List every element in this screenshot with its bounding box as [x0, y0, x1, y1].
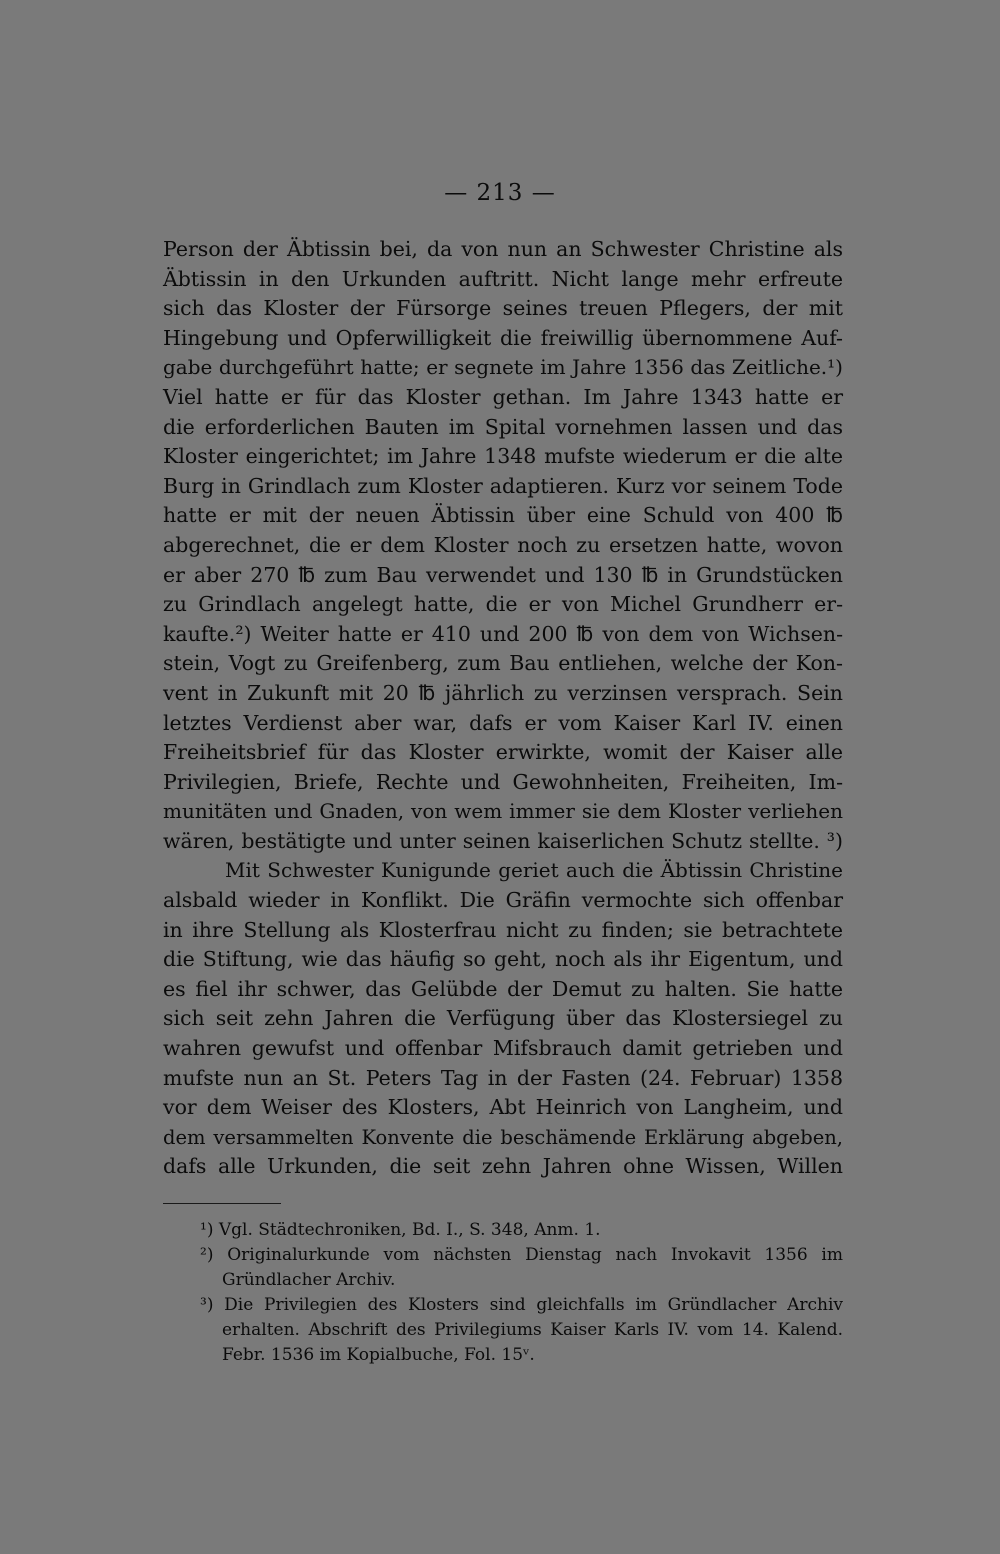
text-line: zu Grindlach angelegt hatte, die er von Michel Grundherr er- [163, 592, 843, 617]
footnotes [200, 1218, 843, 1368]
text-line: sich seit zehn Jahren die Verfügung über das Klostersiegel zu [163, 1006, 843, 1031]
text-line: er aber 270 ℔ zum Bau verwendet und 130 ℔ in Grundstücken [163, 562, 843, 587]
text-line: Viel hatte er für das Kloster gethan. Im Jahre 1343 hatte er [163, 384, 843, 409]
text-line: die erforderlichen Bauten im Spital vornehmen lassen und das [163, 414, 843, 439]
text-line: hatte er mit der neuen Äbtissin über eine Schuld von 400 ℔ [163, 503, 843, 528]
text-line: wären, bestätigte und unter seinen kaiserlichen Schutz stellte. ³) [163, 828, 843, 853]
body-text [163, 235, 843, 1182]
text-line: dafs alle Urkunden, die seit zehn Jahren ohne Wissen, Willen [163, 1154, 843, 1179]
footnote-1: ¹) Vgl. Städtechroniken, Bd. I., S. 348, Anm. 1. [200, 1220, 601, 1240]
text-line: in ihre Stellung als Klosterfrau nicht zu finden; sie betrachtete [163, 917, 843, 942]
text-line: wahren gewufst und offenbar Mifsbrauch damit getrieben und [163, 1036, 843, 1061]
footnote-2-continuation: Gründlacher Archiv. [222, 1270, 396, 1290]
text-line: Kloster eingerichtet; im Jahre 1348 mufste wiederum er die alte [163, 444, 843, 469]
text-line: munitäten und Gnaden, von wem immer sie dem Kloster verliehen [163, 799, 843, 824]
footnote-3: ³) Die Privilegien des Klosters sind gleichfalls im Gründlacher Archiv [200, 1295, 843, 1315]
footnote-3-continuation: erhalten. Abschrift des Privilegiums Kaiser Karls IV. vom 14. Kalend. [222, 1320, 843, 1340]
text-line: alsbald wieder in Konflikt. Die Gräfin vermochte sich offenbar [163, 888, 843, 913]
text-line: die Stiftung, wie das häufig so geht, noch als ihr Eigentum, und [163, 947, 843, 972]
text-line: Äbtissin in den Urkunden auftritt. Nicht lange mehr erfreute [163, 266, 843, 291]
text-line: Person der Äbtissin bei, da von nun an Schwester Christine als [163, 237, 843, 261]
text-line: sich das Kloster der Fürsorge seines treuen Pflegers, der mit [163, 296, 843, 321]
text-line: Privilegien, Briefe, Rechte und Gewohnheiten, Freiheiten, Im- [163, 769, 843, 794]
text-line: vent in Zukunft mit 20 ℔ jährlich zu verzinsen versprach. Sein [163, 680, 843, 705]
footnote-divider [163, 1203, 281, 1204]
text-line: letztes Verdienst aber war, dafs er vom Kaiser Karl IV. einen [163, 710, 843, 735]
text-line: dem versammelten Konvente die beschämende Erklärung abgeben, [163, 1125, 843, 1149]
footnote-3-continuation: Febr. 1536 im Kopialbuche, Fol. 15ᵛ. [222, 1345, 535, 1365]
paragraph-start-line: Mit Schwester Kunigunde geriet auch die Äbtissin Christine [225, 858, 843, 883]
text-line: kaufte.²) Weiter hatte er 410 und 200 ℔ von dem von Wichsen- [163, 621, 843, 646]
text-line: Freiheitsbrief für das Kloster erwirkte, womit der Kaiser alle [163, 740, 843, 765]
text-line: vor dem Weiser des Klosters, Abt Heinrich von Langheim, und [163, 1095, 843, 1120]
page-number: — 213 — [444, 180, 556, 206]
text-line: abgerechnet, die er dem Kloster noch zu ersetzen hatte, wovon [163, 532, 843, 557]
text-line: stein, Vogt zu Greifenberg, zum Bau entliehen, welche der Kon- [163, 651, 843, 676]
text-line: Burg in Grindlach zum Kloster adaptieren. Kurz vor seinem Tode [163, 473, 843, 498]
text-line: es fiel ihr schwer, das Gelübde der Demut zu halten. Sie hatte [163, 976, 843, 1001]
text-line: Hingebung und Opferwilligkeit die freiwillig übernommene Auf- [163, 325, 843, 350]
text-line: mufste nun an St. Peters Tag in der Fasten (24. Februar) 1358 [163, 1065, 843, 1090]
footnote-2: ²) Originalurkunde vom nächsten Dienstag nach Invokavit 1356 im [200, 1245, 843, 1265]
text-line: gabe durchgeführt hatte; er segnete im Jahre 1356 das Zeitliche.¹) [163, 355, 843, 380]
